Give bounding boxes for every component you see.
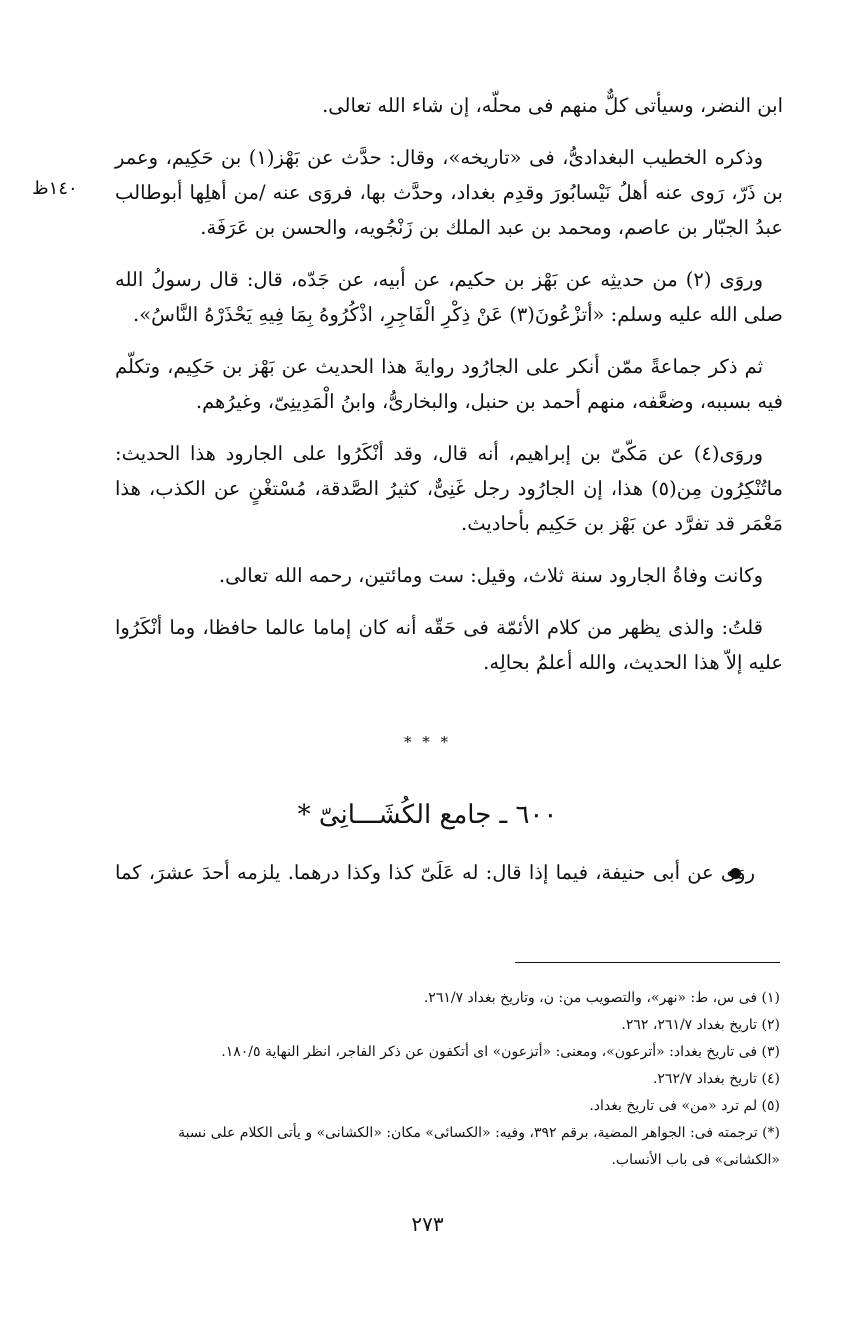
paragraph-2: وذكره الخطيب البغدادىُّ، فى «تاريخه»، وقال: حدَّث عن بَهْز(١) بن حَكِيم، وعمر بن ذَرّ، رَوى عنه أهلُ نَيْسابُورَ وقدِم بغداد، وحدَّث بها، فروَى عنه /من أهلِها أبوطالب عبدُ الجبّار بن عاصم، ومحمد بن عبد الملك بن زَنْجُويه، والحسن بن عَرَفَة. — [115, 146, 783, 239]
paragraph-6: وكانت وفاةُ الجارود سنة ثلاث، وقيل: ست ومائتين، رحمه الله تعالى. — [218, 564, 763, 587]
footnote-3: (٣) فى تاريخ بغداد: «أترعون»، ومعنى: «أتزعون» اى أتكفون عن ذكر الفاجر، انظر النهاية ١٨٠/٥. — [221, 1044, 780, 1060]
margin-folio-note: ١٤٠ظ — [32, 178, 78, 199]
section-separator: * * * — [403, 733, 452, 751]
footnote-divider — [515, 962, 780, 963]
footnote-6: (*) ترجمته فى: الجواهر المضية، برقم ٣٩٢، وفيه: «الكسائى» مكان: «الكشانى» و يأتى الكلام على نسبة «الكشانى» فى باب الأنساب. — [178, 1125, 780, 1168]
footnote-5: (٥) لم ترد «من» فى تاريخ بغداد. — [589, 1098, 780, 1114]
footnote-4: (٤) تاريخ بغداد ٢٦٢/٧. — [652, 1071, 780, 1087]
footnotes — [115, 985, 780, 1174]
footnote-2: (٢) تاريخ بغداد ٢٦١/٧، ٢٦٢. — [621, 1017, 780, 1033]
main-text — [115, 88, 783, 697]
paragraph-4: ثم ذكر جماعةً ممّن أنكر على الجارُود روايةَ هذا الحديث عن بَهْز بن حَكِيم، وتكلّم فيه بسببه، وضعَّفه، منهم أحمد بن حنبل، والبخارىُّ، وابنُ الْمَدِينِىّ، وغيرُهم. — [115, 355, 783, 413]
footnote-1: (١) فى س، ط: «نهر»، والتصويب من: ن، وتاريخ بغداد ٢٦١/٧. — [423, 990, 780, 1006]
section-heading: ٦٠٠ ـ جامع الكُشَـــانِىّ * — [297, 800, 558, 830]
paragraph-3: وروَى (٢) من حديثِه عن بَهْز بن حكيم، عن أبيه، عن جَدّه، قال: قال رسولُ الله صلى الله عليه وسلم: «أتزْعُونَ(٣) عَنْ ذِكْرِ الْفَاجِرِ، اذْكُرُوهُ بِمَا فِيهِ يَحْذَرْهُ النَّاسُ». — [115, 268, 783, 326]
page-number: ٢٧٣ — [411, 1212, 444, 1236]
paragraph-1: ابن النضر، وسيأتى كلٌّ منهم فى محلّه، إن شاء الله تعالى. — [322, 94, 783, 117]
paragraph-7: قلتُ: والذى يظهر من كلام الأئمّة فى حَقّه أنه كان إماما عالما حافظا، وما أنْكَرُوا عليه إلاّ هذا الحديث، والله أعلمُ بحالِه. — [115, 616, 783, 674]
paragraph-5: وروَى(٤) عن مَكّىّ بن إبراهيم، أنه قال، وقد أنْكَرُوا على الجارود هذا الحديث: ماتُنْكِرُون مِن(٥) هذا، إن الجارُود رجل غَنِىٌّ، كثيرُ الصَّدقة، مُسْتغْنٍ عن الكذب، هذا مَعْمَر قد تفرَّد عن بَهْز بن حَكِيم بأحاديث. — [115, 442, 784, 535]
entry-text: روَى عن أبى حنيفة، فيما إذا قال: له عَلَىّ كذا وكذا درهما. يلزمه أحدَ عشرَ، كما — [115, 861, 755, 884]
